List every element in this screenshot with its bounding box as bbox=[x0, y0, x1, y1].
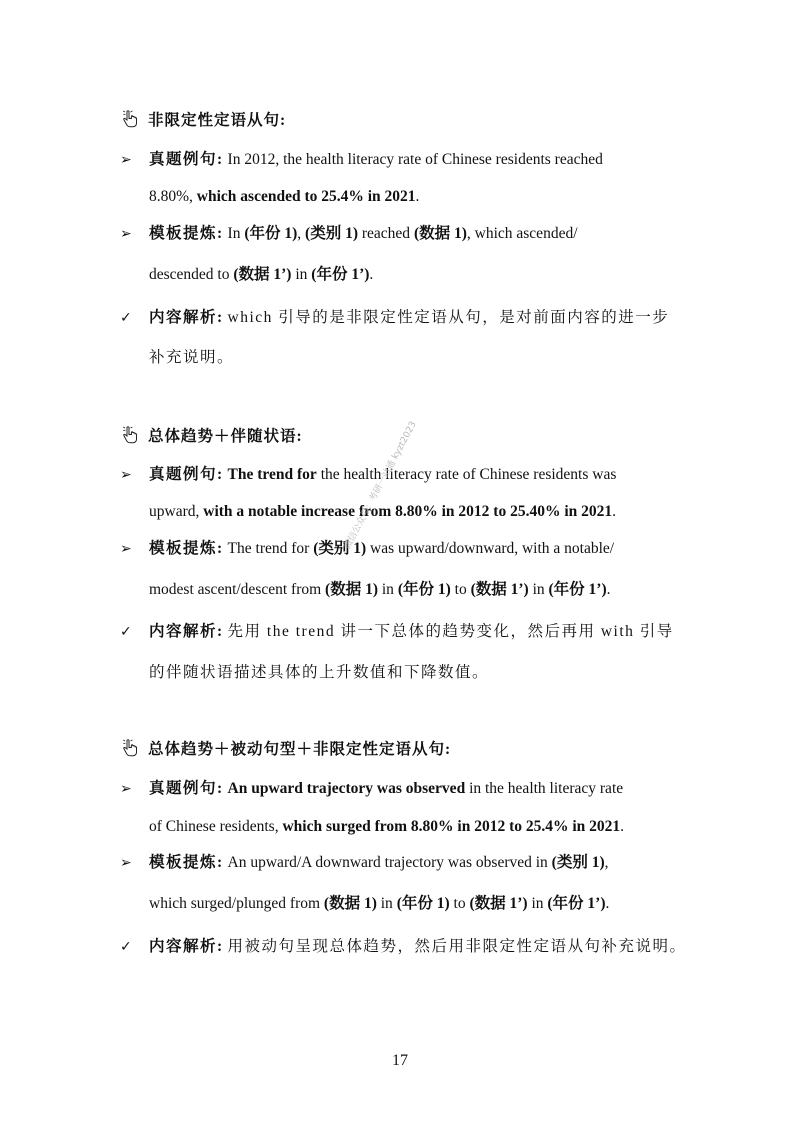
template-label: 模板提炼: bbox=[149, 540, 224, 557]
arrow-bullet-icon: ➢ bbox=[120, 152, 132, 168]
section-1-analysis-line-1: 内容解析: which 引导的是非限定性定语从句，是对前面内容的进一步 bbox=[149, 309, 670, 326]
section-2-heading bbox=[122, 424, 303, 446]
analysis-label: 内容解析: bbox=[149, 938, 224, 955]
hand-pointer-icon bbox=[122, 110, 138, 128]
section-2-example-line-1: 真题例句: The trend for the health literacy rate of Chinese residents was bbox=[149, 466, 617, 483]
section-heading-text: 总体趋势＋伴随状语: bbox=[148, 428, 303, 445]
analysis-label: 内容解析: bbox=[149, 623, 224, 640]
section-3-analysis-line-1: 内容解析: 用被动句呈现总体趋势，然后用非限定性定语从句补充说明。 bbox=[149, 938, 687, 955]
check-bullet-icon: ✓ bbox=[120, 624, 132, 640]
check-bullet-icon: ✓ bbox=[120, 310, 132, 326]
example-text: In 2012, the health literacy rate of Chinese residents reached bbox=[227, 151, 603, 168]
arrow-bullet-icon: ➢ bbox=[120, 467, 132, 483]
section-2-analysis-line-1: 内容解析: 先用 the trend 讲一下总体的趋势变化，然后再用 with 引导 bbox=[149, 623, 674, 640]
arrow-bullet-icon: ➢ bbox=[120, 226, 132, 242]
check-bullet-icon: ✓ bbox=[120, 939, 132, 955]
section-3-template-line-2: which surged/plunged from (数据 1) in (年份 1) to (数据 1’) in (年份 1’). bbox=[149, 895, 610, 912]
arrow-bullet-icon: ➢ bbox=[120, 541, 132, 557]
section-1-example-line-1 bbox=[149, 152, 681, 168]
section-1-example-line-2: 8.80%, which ascended to 25.4% in 2021. bbox=[149, 188, 420, 205]
section-2-template-line-2: modest ascent/descent from (数据 1) in (年份 1) to (数据 1’) in (年份 1’). bbox=[149, 581, 611, 598]
section-1-analysis-line-2: 补充说明。 bbox=[149, 349, 235, 366]
section-1-template-line-2: descended to (数据 1’) in (年份 1’). bbox=[149, 266, 374, 283]
section-3-heading bbox=[122, 737, 451, 759]
section-2-example-line-2: upward, with a notable increase from 8.80% in 2012 to 25.40% in 2021. bbox=[149, 503, 617, 520]
template-label: 模板提炼: bbox=[149, 854, 224, 871]
section-heading-text: 总体趋势＋被动句型＋非限定性定语从句: bbox=[148, 741, 452, 758]
section-2-template-line-1: 模板提炼: The trend for (类别 1) was upward/downward, with a notable/ bbox=[149, 540, 615, 557]
template-label: 模板提炼: bbox=[149, 225, 224, 242]
section-3-template-line-1: 模板提炼: An upward/A downward trajectory was observed in (类别 1), bbox=[149, 854, 609, 871]
section-3-example-line-1: 真题例句: An upward trajectory was observed in the health literacy rate bbox=[149, 780, 624, 797]
example-label: 真题例句: bbox=[149, 780, 224, 797]
page-number: 17 bbox=[392, 1052, 408, 1069]
section-2-analysis-line-2: 的伴随状语描述具体的上升数值和下降数值。 bbox=[149, 664, 490, 681]
watermark: 微信公众号：考研一站通 kyzt2023 bbox=[342, 419, 419, 552]
example-label: 真题例句: bbox=[149, 151, 224, 168]
hand-pointer-icon bbox=[122, 426, 138, 444]
section-1-template-line-1: 模板提炼: In (年份 1), (类别 1) reached (数据 1), which ascended/ bbox=[149, 225, 578, 242]
arrow-bullet-icon: ➢ bbox=[120, 855, 132, 871]
hand-pointer-icon bbox=[122, 739, 138, 757]
section-1-heading bbox=[122, 108, 286, 130]
section-3-example-line-2: of Chinese residents, which surged from 8.80% in 2012 to 25.4% in 2021. bbox=[149, 818, 625, 835]
example-label: 真题例句: bbox=[149, 466, 224, 483]
section-heading-text: 非限定性定语从句: bbox=[148, 112, 287, 129]
analysis-label: 内容解析: bbox=[149, 309, 224, 326]
arrow-bullet-icon: ➢ bbox=[120, 781, 132, 797]
